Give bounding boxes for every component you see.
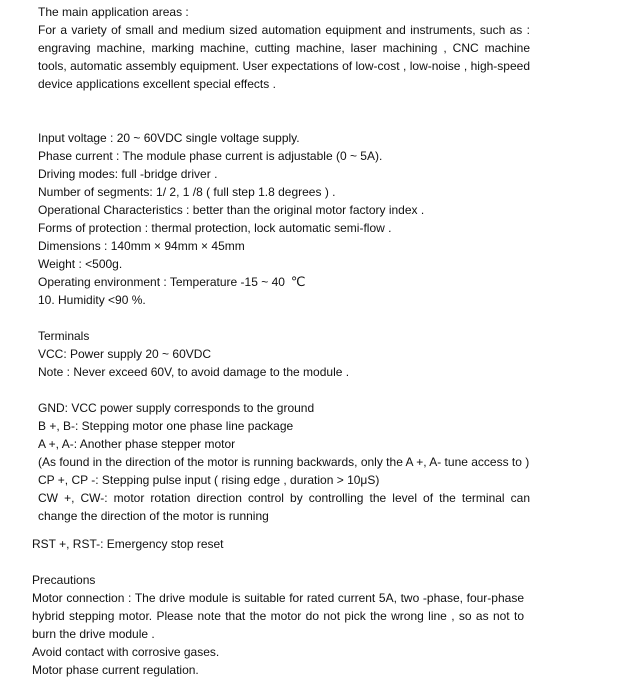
rst-section (32, 535, 524, 553)
environment-text: Operating environment : Temperature -15 ~ 40 (38, 275, 285, 289)
precautions-heading: Precautions (32, 573, 96, 587)
spec-dimensions: Dimensions : 140mm × 94mm × 45mm (38, 239, 245, 253)
spec-protection: Forms of protection : thermal protection, lock automatic semi-flow . (38, 221, 392, 235)
terminal-note: Note : Never exceed 60V, to avoid damage to the module . (38, 365, 350, 379)
pin-a-note: (As found in the direction of the motor is running backwards, only the A +, A- tune access to ) (38, 455, 530, 469)
celsius-symbol: ℃ (290, 274, 306, 289)
spec-humidity: 10. Humidity <90 %. (38, 293, 146, 307)
terminal-vcc: VCC: Power supply 20 ~ 60VDC (38, 347, 212, 361)
terminals-heading: Terminals (38, 329, 90, 343)
spec-driving-modes: Driving modes: full -bridge driver . (38, 167, 218, 181)
spec-input-voltage: Input voltage : 20 ~ 60VDC single voltage supply. (38, 131, 300, 145)
pins-section (38, 399, 530, 525)
application-heading: The main application areas : (38, 5, 189, 19)
pin-gnd: GND: VCC power supply corresponds to the ground (38, 401, 315, 415)
precaution-phase-current: Motor phase current regulation. (32, 663, 199, 677)
precaution-corrosive: Avoid contact with corrosive gases. (32, 645, 220, 659)
spec-operational: Operational Characteristics : better than the original motor factory index . (38, 203, 425, 217)
pin-b: B +, B-: Stepping motor one phase line package (38, 419, 294, 433)
spec-phase-current: Phase current : The module phase current is adjustable (0 ~ 5A). (38, 149, 383, 163)
application-text: For a variety of small and medium sized automation equipment and instruments, such as : engraving machine, marking machine, cutting machine, laser machining , CNC machine tools, automatic assembly equipment. User expectations of low-cost , low-noise , high-speed device applications excellent special effects . (38, 23, 530, 91)
precaution-motor-connection: Motor connection : The drive module is suitable for rated current 5A, two -phase, four-phase hybrid stepping motor. Please note that the motor do not pick the wrong line , so as not to burn the drive module . (32, 591, 524, 641)
specifications-section (38, 129, 530, 309)
pin-cp: CP +, CP -: Stepping pulse input ( rising edge , duration > 10μS) (38, 473, 380, 487)
terminals-section (38, 327, 530, 381)
pin-rst: RST +, RST-: Emergency stop reset (32, 537, 224, 551)
spec-environment (38, 273, 530, 291)
precautions-section (32, 571, 524, 679)
spec-segments: Number of segments: 1/ 2, 1 /8 ( full step 1.8 degrees ) . (38, 185, 336, 199)
application-section (38, 3, 530, 93)
pin-a: A +, A-: Another phase stepper motor (38, 437, 236, 451)
pin-cw: CW +, CW-: motor rotation direction control by controlling the level of the terminal can change the direction of the motor is running (38, 491, 530, 523)
spec-weight: Weight : <500g. (38, 257, 123, 271)
